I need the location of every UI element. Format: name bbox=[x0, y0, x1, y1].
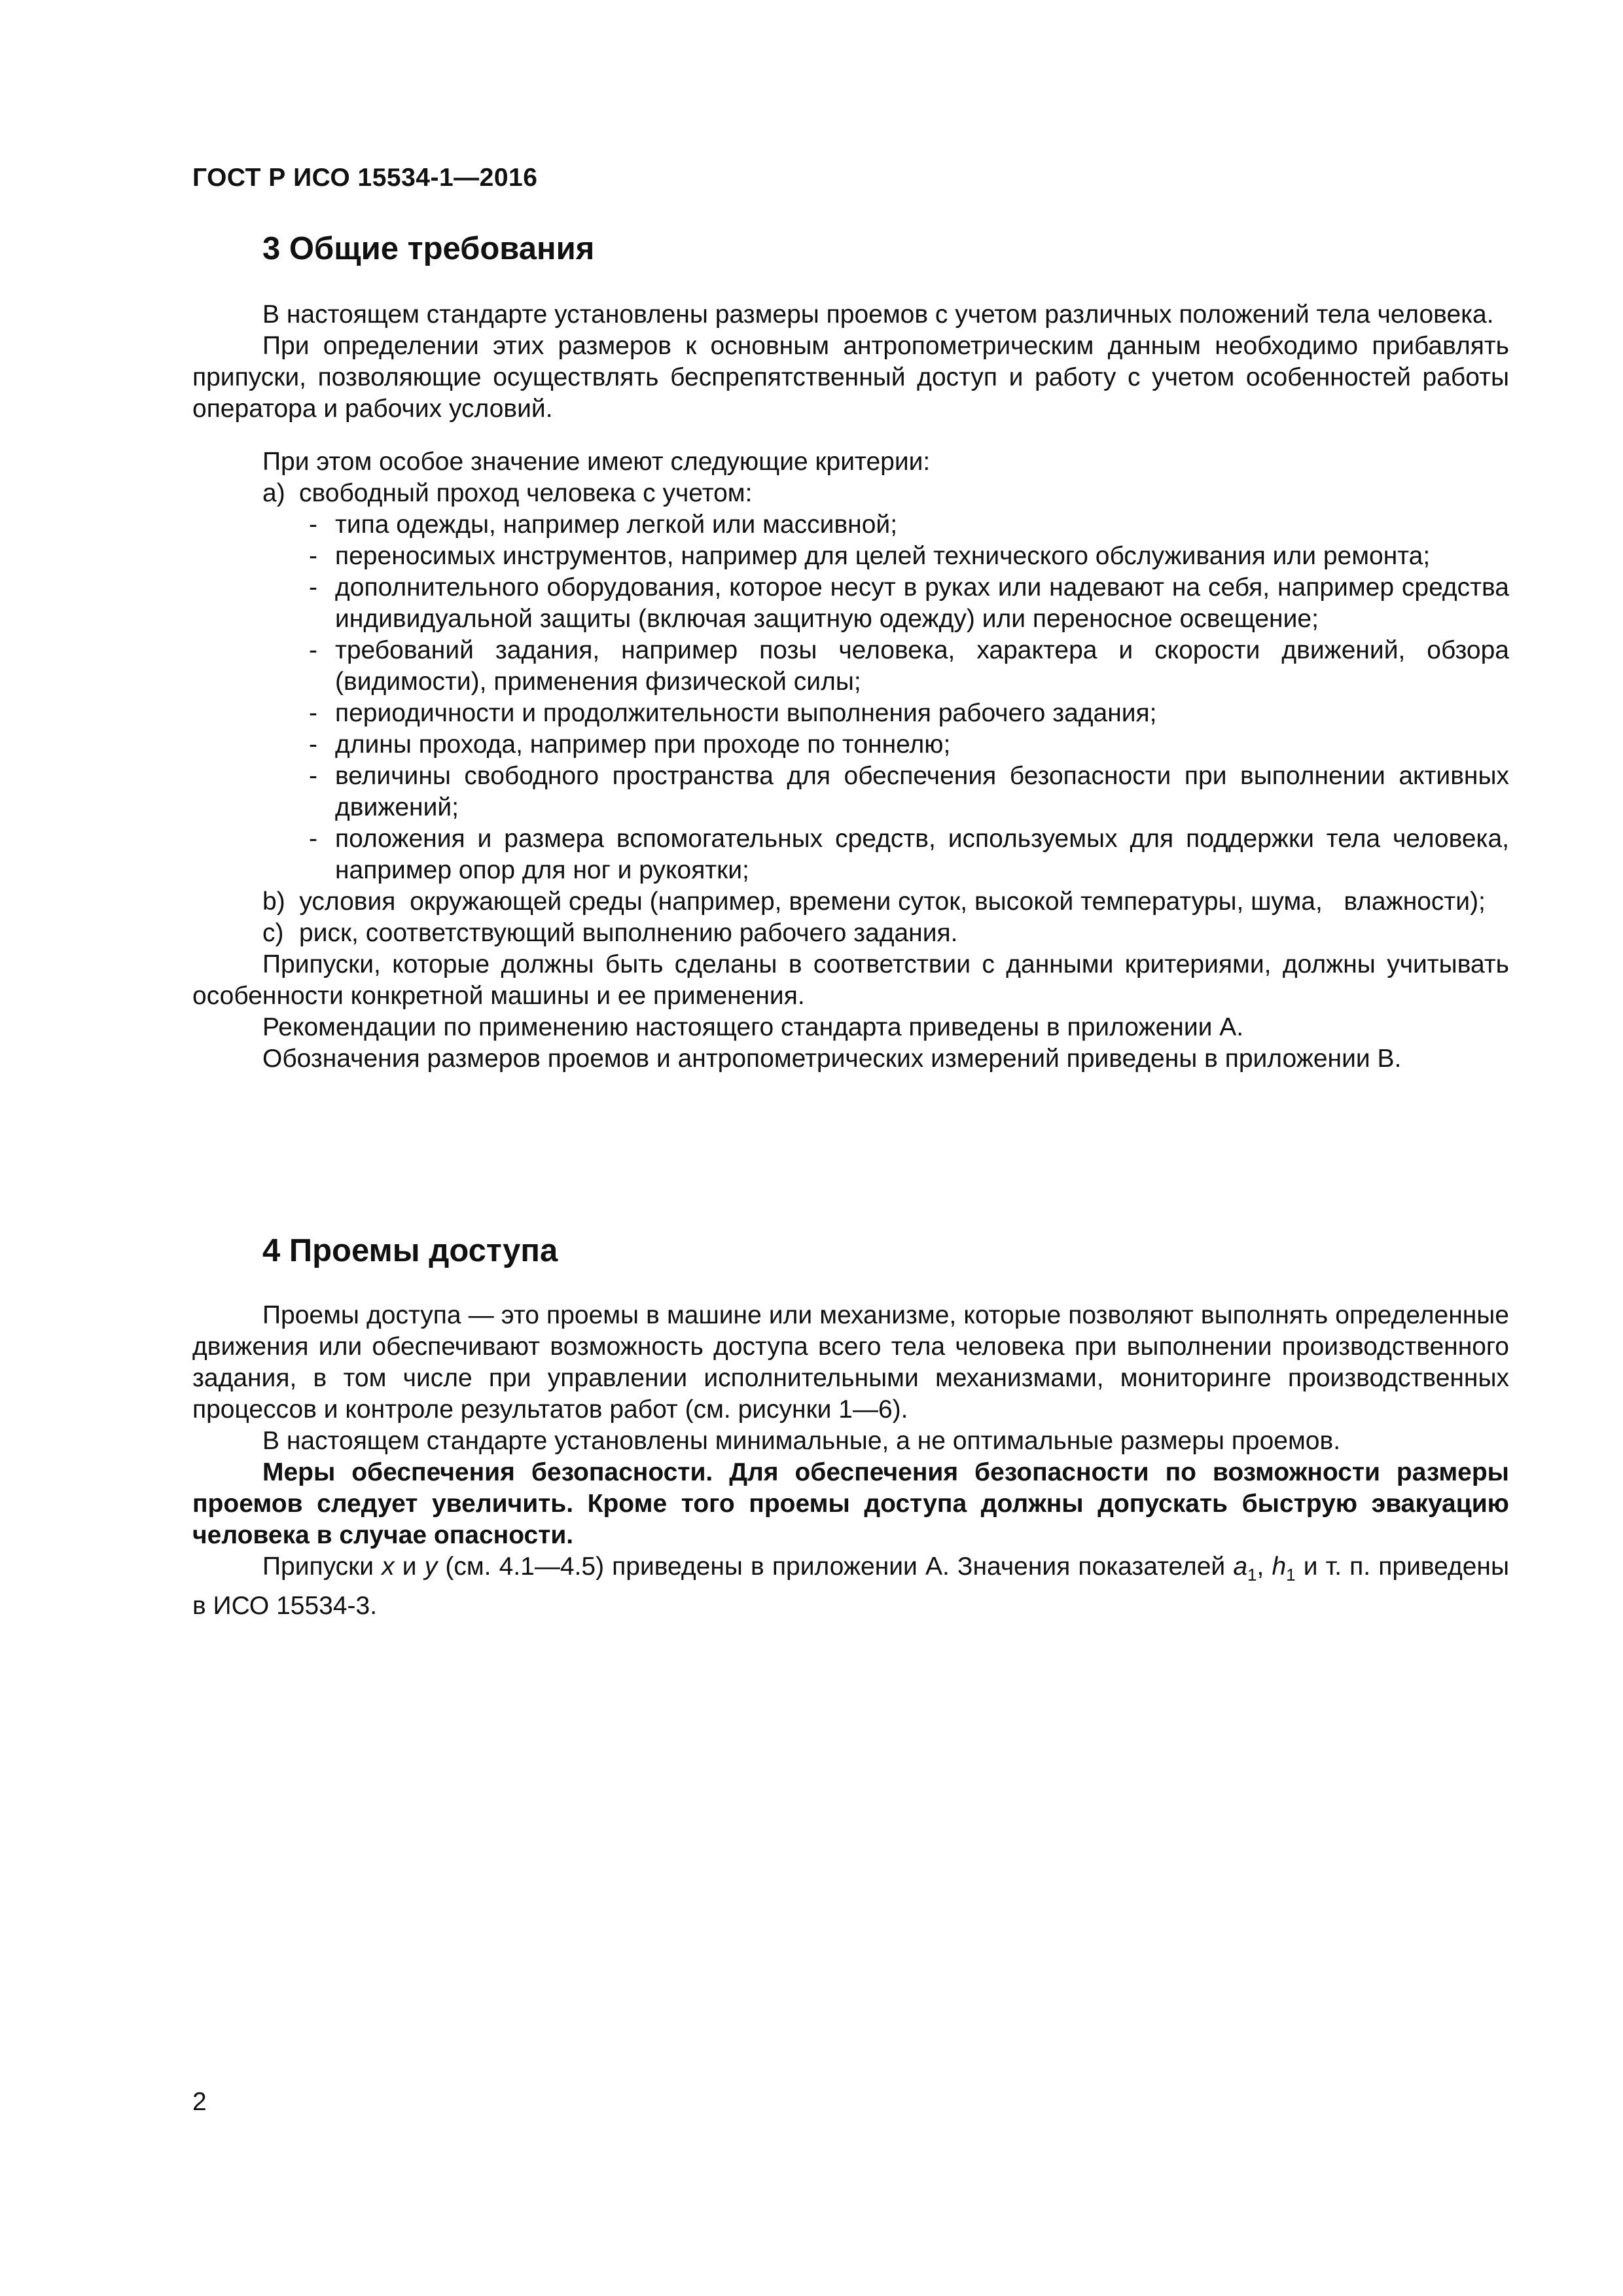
paragraph: В настоящем стандарте установлены минимальные, а не оптимальные размеры проемов. bbox=[262, 1427, 1341, 1455]
paragraph: При определении этих размеров к основным антропометрическим данным необходимо прибавлять припуски, позволяющие осуществлять беспрепятственный доступ и работу с учетом особенностей работы оператора и рабочих условий. bbox=[192, 332, 1509, 423]
subscript: 1 bbox=[1247, 1564, 1257, 1585]
text-span: (см. 4.1—4.5) приведены в приложении А. Значения показателей bbox=[437, 1552, 1234, 1581]
criteria-sublist bbox=[192, 509, 1509, 886]
variable-x: x bbox=[382, 1552, 395, 1581]
document-header: ГОСТ Р ИСО 15534-1—2016 bbox=[192, 164, 538, 192]
list-item: - типа одежды, например легкой или массивной; bbox=[309, 509, 1509, 541]
list-item-a bbox=[192, 478, 1509, 509]
list-item: - переносимых инструментов, например для целей технического обслуживания или ремонта; bbox=[309, 541, 1509, 572]
variable-y: y bbox=[424, 1552, 438, 1581]
list-label: а) bbox=[262, 479, 285, 507]
subscript: 1 bbox=[1286, 1564, 1296, 1585]
list-item-b: b) условия окружающей среды (например, времени суток, высокой температуры, шума, влажности); bbox=[262, 888, 1486, 916]
section-3-title: 3 Общие требования bbox=[262, 231, 595, 266]
safety-note: Меры обеспечения безопасности. Для обеспечения безопасности по возможности размеры проемов следует увеличить. Кроме того проемы доступа должны допускать быструю эвакуацию человека в случае опасности. bbox=[192, 1458, 1509, 1549]
section-4-title: 4 Проемы доступа bbox=[262, 1233, 558, 1268]
list-label: с) bbox=[262, 919, 284, 947]
text-span: и т. п. приведены в ИСО 15534-3. bbox=[192, 1552, 1509, 1620]
paragraph bbox=[192, 1551, 1509, 1622]
list-item: - положения и размера вспомогательных средств, используемых для поддержки тела человека, например опор для ног и рукоятки; bbox=[309, 823, 1509, 886]
list-item: - величины свободного пространства для обеспечения безопасности при выполнении активных движений; bbox=[309, 761, 1509, 823]
list-item: - периодичности и продолжительности выполнения рабочего задания; bbox=[309, 698, 1509, 729]
variable-a: a bbox=[1233, 1552, 1248, 1581]
paragraph: Рекомендации по применению настоящего стандарта приведены в приложении А. bbox=[262, 1013, 1244, 1041]
text-span: и bbox=[394, 1552, 425, 1581]
page-number: 2 bbox=[192, 2088, 207, 2116]
section-3-body bbox=[192, 299, 1509, 1075]
list-text: риск, соответствующий выполнению рабочего задания. bbox=[299, 919, 958, 947]
paragraph: Припуски, которые должны быть сделаны в соответствии с данными критериями, должны учитывать особенности конкретной машины и ее применения. bbox=[192, 950, 1509, 1010]
list-text: свободный проход человека с учетом: bbox=[299, 479, 753, 507]
list-item: - дополнительного оборудования, которое несут в руках или надевают на себя, например средства индивидуальной защиты (включая защитную одежду) или переносное освещение; bbox=[309, 572, 1509, 635]
spacer bbox=[192, 425, 1509, 446]
paragraph: Проемы доступа — это проемы в машине или механизме, которые позволяют выполнять определенные движения или обеспечивают возможность доступа всего тела человека при выполнении производственного задания, в том числе при управлении исполнительными механизмами, мониторинге производственных процессов и контроле результатов работ (см. рисунки 1—6). bbox=[192, 1301, 1509, 1424]
list-item: - длины прохода, например при проходе по тоннелю; bbox=[309, 729, 1509, 761]
paragraph: При этом особое значение имеют следующие критерии: bbox=[262, 448, 931, 476]
section-4-body bbox=[192, 1300, 1509, 1622]
paragraph: В настоящем стандарте установлены размеры проемов с учетом различных положений тела человека. bbox=[262, 300, 1494, 329]
paragraph: Обозначения размеров проемов и антропометрических измерений приведены в приложении В. bbox=[262, 1045, 1402, 1073]
list-item-c bbox=[192, 918, 1509, 949]
list-item: - требований задания, например позы человека, характера и скорости движений, обзора (видимости), применения физической силы; bbox=[309, 635, 1509, 698]
text-span: , bbox=[1257, 1552, 1272, 1581]
text-span: Припуски bbox=[262, 1552, 382, 1581]
variable-h: h bbox=[1272, 1552, 1287, 1581]
